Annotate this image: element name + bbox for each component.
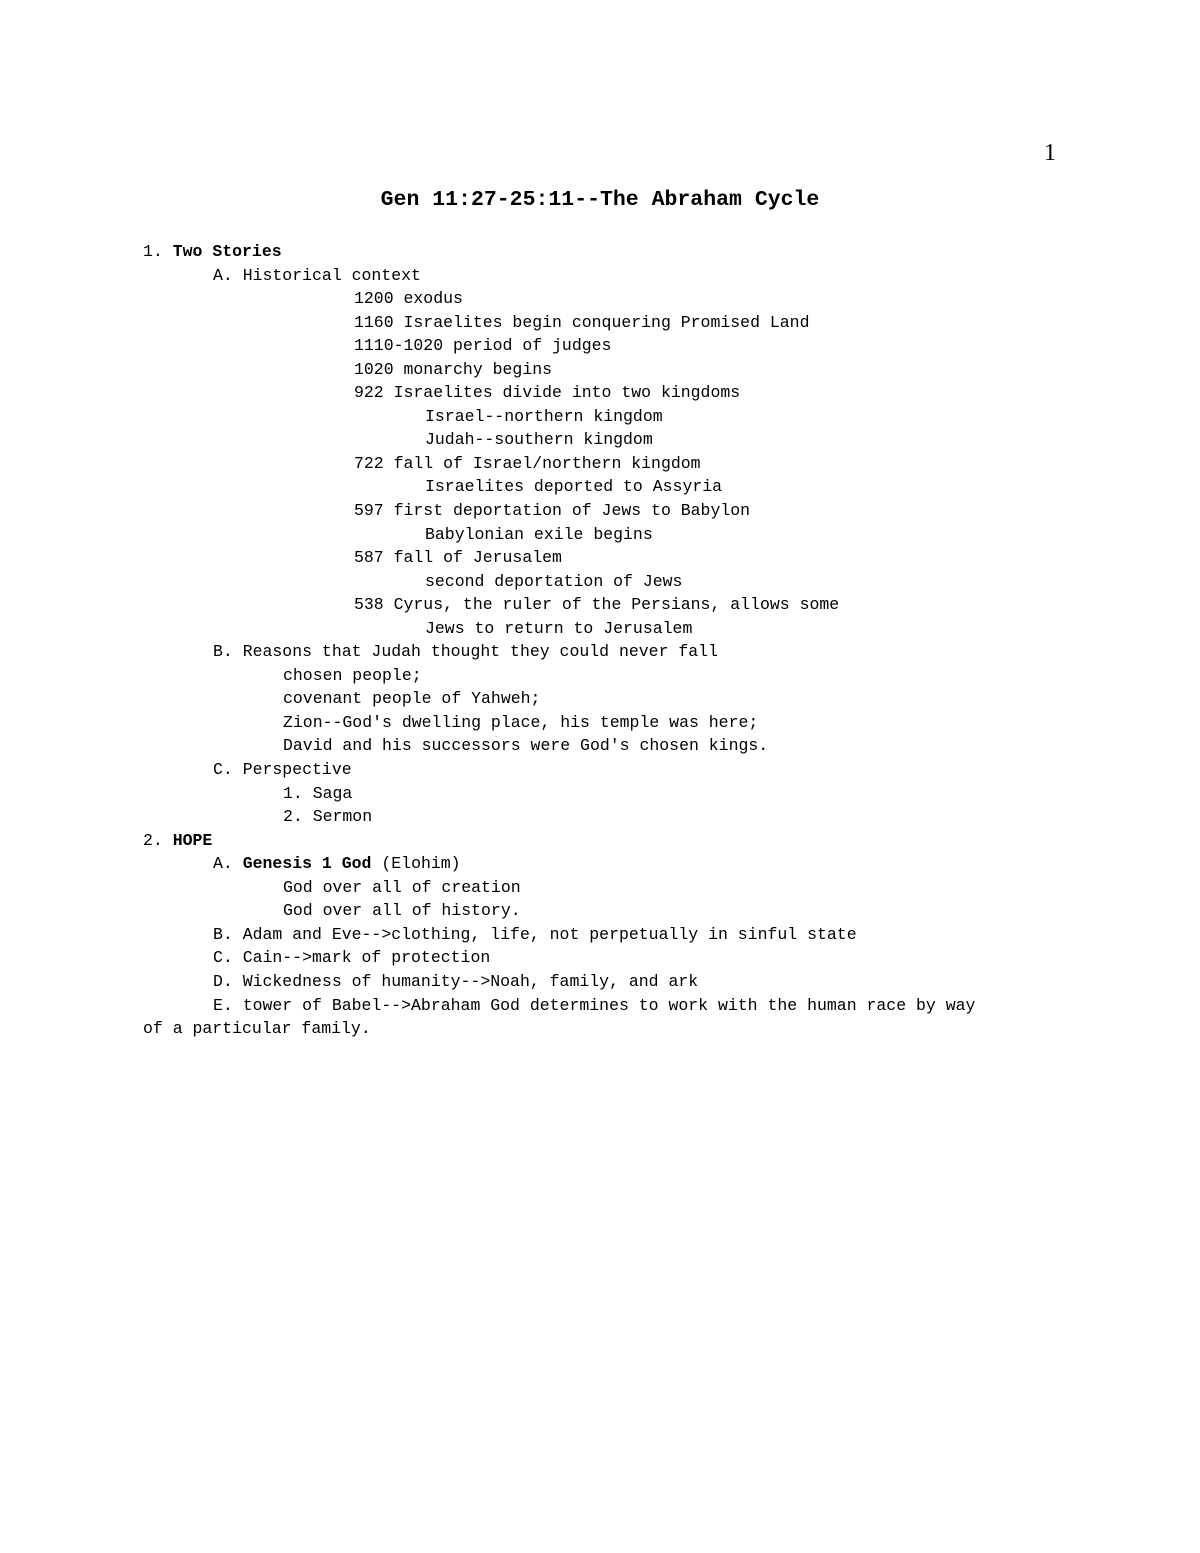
reason-item: Zion--God's dwelling place, his temple was here; (283, 712, 759, 732)
reasons-label: B. Reasons that Judah thought they could never fall (213, 642, 718, 662)
section-2-number: 2. (143, 830, 163, 850)
perspective-item: 1. Saga (283, 783, 353, 803)
timeline-subevent: Israelites deported to Assyria (425, 477, 723, 497)
genesis-subitem: God over all of history. (283, 901, 521, 921)
timeline-event: 722 fall of Israel/northern kingdom (354, 453, 701, 473)
section-1-title: Two Stories (172, 242, 282, 261)
genesis-item (143, 852, 1103, 876)
hope-item-e-continuation: of a particular family. (143, 1019, 371, 1039)
timeline-subevent: second deportation of Jews (425, 571, 683, 591)
timeline-event: 1020 monarchy begins (354, 359, 553, 379)
reason-item: chosen people; (283, 665, 422, 685)
hope-item-d: D. Wickedness of humanity-->Noah, family, and ark (213, 971, 699, 991)
timeline-event: 922 Israelites divide into two kingdoms (354, 383, 741, 403)
genesis-bold-text: Genesis 1 God (242, 854, 372, 874)
reason-item: David and his successors were God's chosen kings. (283, 736, 769, 756)
genesis-rest: (Elohim) (381, 854, 461, 874)
historical-context-label: A. Historical context (213, 265, 421, 285)
section-2-heading (143, 829, 1103, 853)
page-number: 1 (1044, 140, 1056, 166)
timeline-subevent: Jews to return to Jerusalem (425, 618, 693, 638)
timeline-event: 538 Cyrus, the ruler of the Persians, allows some (354, 595, 840, 615)
hope-item-e: E. tower of Babel-->Abraham God determines to work with the human race by way (213, 995, 976, 1015)
document-title: Gen 11:27-25:11--The Abraham Cycle (380, 188, 820, 212)
genesis-subitem: God over all of creation (283, 877, 521, 897)
section-2-title: HOPE (172, 830, 213, 850)
timeline-subevent: Babylonian exile begins (425, 524, 653, 544)
section-1-number: 1. (143, 242, 163, 261)
genesis-prefix: A. (213, 854, 233, 874)
perspective-label: C. Perspective (213, 760, 352, 780)
timeline-event: 1160 Israelites begin conquering Promised Land (354, 312, 810, 332)
perspective-item: 2. Sermon (283, 807, 373, 827)
reason-item: covenant people of Yahweh; (283, 689, 541, 709)
timeline-event: 1200 exodus (354, 289, 463, 309)
section-1-heading (143, 240, 1103, 264)
timeline-event: 597 first deportation of Jews to Babylon (354, 501, 751, 521)
outline (143, 240, 1103, 1041)
timeline-subevent: Judah--southern kingdom (425, 430, 653, 450)
hope-item-c: C. Cain-->mark of protection (213, 948, 491, 968)
timeline-subevent: Israel--northern kingdom (425, 406, 663, 426)
timeline-event: 587 fall of Jerusalem (354, 548, 562, 568)
timeline-event: 1110-1020 period of judges (354, 336, 612, 356)
hope-item-b: B. Adam and Eve-->clothing, life, not perpetually in sinful state (213, 924, 857, 944)
